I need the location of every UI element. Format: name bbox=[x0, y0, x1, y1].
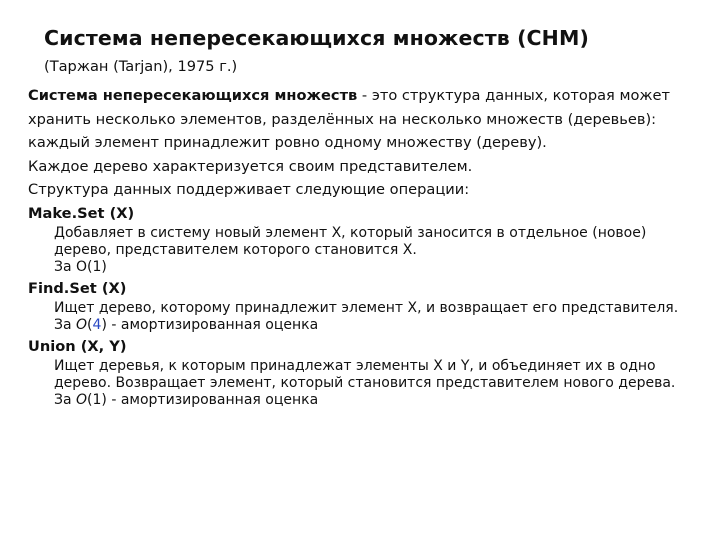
complexity-value: (1) bbox=[87, 392, 107, 409]
slide-subtitle: (Таржан (Tarjan), 1975 г.) bbox=[44, 58, 238, 75]
operation-description-makeset: Добавляет в систему новый элемент X, который заносится в отдельное (новое) дерево, представителем которого становится X. bbox=[54, 224, 647, 258]
operation-name-makeset: Make.Set (X) bbox=[28, 204, 135, 222]
representative-paragraph: Каждое дерево характеризуется своим представителем. bbox=[28, 157, 473, 175]
slide-title: Система непересекающихся множеств (СНМ) bbox=[44, 26, 589, 50]
slide-body bbox=[28, 84, 708, 410]
complexity-suffix: - амортизированная оценка bbox=[106, 317, 319, 334]
complexity-value-highlight: 4 bbox=[92, 317, 102, 334]
operations-intro-paragraph: Структура данных поддерживает следующие операции: bbox=[28, 181, 470, 198]
big-o-symbol: O bbox=[76, 317, 88, 334]
operation-description-union: Ищет деревья, к которым принадлежат элементы X и Y, и объединяет их в одно дерево. Возвращает элемент, который становится представителем нового дерева. bbox=[54, 357, 676, 391]
definition-text: - это структура данных, которая может хранить несколько элементов, разделённых на несколько множеств (деревьев): каждый элемент принадлежит ровно одному множеству (дереву). bbox=[28, 87, 671, 151]
defined-term: Система непересекающихся множеств bbox=[28, 87, 358, 104]
operation-complexity-findset: За O(4) - амортизированная оценка bbox=[54, 317, 319, 334]
operation-complexity-union bbox=[54, 392, 708, 409]
operation-description-findset: Ищет дерево, которому принадлежит элемент X, и возвращает его представителя. bbox=[54, 299, 679, 316]
complexity-suffix: - амортизированная оценка bbox=[106, 392, 319, 409]
complexity-prefix: За bbox=[54, 392, 77, 409]
big-o-symbol: O bbox=[76, 392, 88, 409]
operation-complexity-makeset bbox=[54, 259, 708, 276]
definition-paragraph bbox=[28, 84, 708, 155]
operation-name-union: Union (X, Y) bbox=[28, 337, 127, 355]
complexity-text: За O(1) bbox=[54, 259, 107, 276]
complexity-prefix: За bbox=[54, 317, 77, 334]
operation-name-findset: Find.Set (X) bbox=[28, 279, 127, 297]
